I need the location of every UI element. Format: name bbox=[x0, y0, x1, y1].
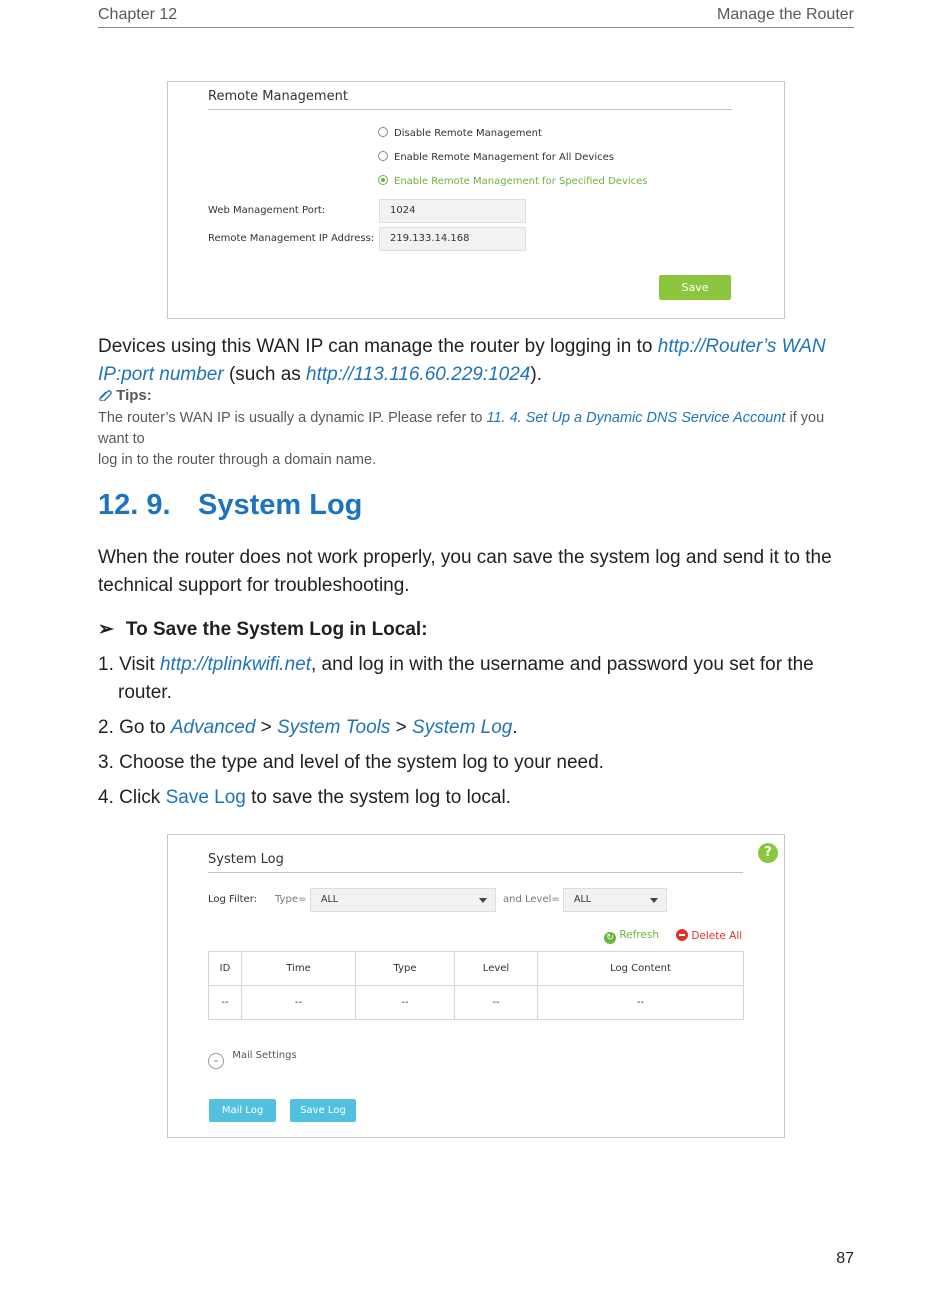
system-tools-link[interactable]: System Tools bbox=[277, 717, 391, 738]
cell-type: -- bbox=[356, 986, 455, 1020]
step-2 bbox=[98, 714, 518, 742]
table-header-row bbox=[209, 952, 744, 986]
wan-access-paragraph bbox=[98, 333, 858, 389]
chapter-label: Chapter 12 bbox=[98, 6, 178, 23]
text: 2. Go to bbox=[98, 717, 171, 738]
text: log in to the router through a domain name. bbox=[98, 452, 377, 468]
col-type-header: Type bbox=[356, 952, 455, 986]
cell-id: -- bbox=[209, 986, 242, 1020]
procedure-heading bbox=[98, 616, 428, 644]
type-label: Type= bbox=[275, 894, 307, 905]
cell-content: -- bbox=[538, 986, 744, 1020]
arrow-bullet-icon: ➢ bbox=[98, 619, 114, 640]
log-table bbox=[208, 951, 744, 1020]
chevron-down-icon: ⌄ bbox=[208, 1053, 224, 1069]
type-value: ALL bbox=[321, 894, 339, 905]
radio-label: Enable Remote Management for All Devices bbox=[394, 152, 614, 163]
paperclip-icon bbox=[98, 389, 112, 401]
text: router. bbox=[118, 682, 172, 703]
router-wan-link-cont[interactable]: IP:port number bbox=[98, 364, 224, 385]
advanced-link[interactable]: Advanced bbox=[170, 717, 256, 738]
save-log-button[interactable]: Save Log bbox=[290, 1099, 356, 1122]
delete-all-label: Delete All bbox=[691, 930, 743, 942]
text: (such as bbox=[223, 364, 307, 385]
col-id-header: ID bbox=[209, 952, 242, 986]
delete-icon bbox=[676, 929, 688, 941]
panel-divider bbox=[208, 872, 743, 873]
router-wan-link[interactable]: http://Router’s WAN bbox=[657, 336, 826, 357]
text: > bbox=[255, 717, 278, 738]
tips-heading bbox=[98, 387, 152, 404]
col-level-header: Level bbox=[455, 952, 538, 986]
section-number: 12. 9. bbox=[98, 489, 171, 521]
help-icon[interactable]: ? bbox=[758, 843, 778, 863]
table-row bbox=[209, 986, 744, 1020]
radio-enable-specified[interactable] bbox=[378, 176, 648, 187]
cell-level: -- bbox=[455, 986, 538, 1020]
section-title: System Log bbox=[198, 489, 363, 521]
text: if you want to bbox=[98, 410, 825, 447]
intro-paragraph bbox=[98, 544, 868, 600]
refresh-label: Refresh bbox=[619, 929, 659, 941]
mail-log-button[interactable]: Mail Log bbox=[209, 1099, 276, 1122]
dropdown-arrow-icon bbox=[650, 898, 658, 903]
radio-on-icon[interactable] bbox=[378, 175, 388, 185]
example-url-link[interactable]: http://113.116.60.229:1024 bbox=[306, 364, 531, 385]
text: , and log in with the username and password you set for the bbox=[311, 654, 814, 675]
tplinkwifi-link[interactable]: http://tplinkwifi.net bbox=[159, 654, 311, 675]
refresh-button[interactable] bbox=[604, 929, 659, 944]
system-log-link[interactable]: System Log bbox=[412, 717, 513, 738]
panel-divider bbox=[208, 109, 732, 110]
dropdown-arrow-icon bbox=[479, 898, 487, 903]
type-select[interactable] bbox=[310, 888, 496, 912]
panel-title: Remote Management bbox=[208, 89, 348, 104]
panel-title: System Log bbox=[208, 852, 284, 867]
page-number: 87 bbox=[836, 1250, 854, 1267]
save-button[interactable]: Save bbox=[659, 275, 731, 300]
mail-settings-label: Mail Settings bbox=[232, 1050, 297, 1061]
save-log-link[interactable]: Save Log bbox=[165, 787, 246, 808]
level-value: ALL bbox=[574, 894, 592, 905]
level-label: and Level= bbox=[503, 894, 560, 905]
text: 4. Click bbox=[98, 787, 166, 808]
port-label: Web Management Port: bbox=[208, 205, 326, 216]
level-select[interactable] bbox=[563, 888, 667, 912]
cell-time: -- bbox=[242, 986, 356, 1020]
text: The router’s WAN IP is usually a dynamic IP. Please refer to bbox=[98, 410, 487, 426]
radio-enable-all[interactable] bbox=[378, 152, 614, 163]
mail-settings-toggle[interactable] bbox=[208, 1050, 297, 1069]
header-divider bbox=[98, 27, 854, 28]
text: When the router does not work properly, you can save the system log and send it to the bbox=[98, 547, 832, 568]
log-filter-label: Log Filter: bbox=[208, 894, 257, 905]
step-3: 3. Choose the type and level of the system log to your need. bbox=[98, 752, 604, 773]
system-log-panel bbox=[167, 834, 785, 1138]
radio-off-icon[interactable] bbox=[378, 127, 388, 137]
port-input[interactable]: 1024 bbox=[379, 199, 526, 223]
radio-label: Disable Remote Management bbox=[394, 128, 542, 139]
text: technical support for troubleshooting. bbox=[98, 575, 410, 596]
refresh-icon: ↻ bbox=[604, 932, 616, 944]
tips-text bbox=[98, 408, 858, 471]
text: to save the system log to local. bbox=[245, 787, 511, 808]
text: ). bbox=[530, 364, 542, 385]
ip-label: Remote Management IP Address: bbox=[208, 233, 375, 244]
step-1 bbox=[98, 651, 868, 707]
radio-label: Enable Remote Management for Specified Devices bbox=[394, 176, 648, 187]
step-4 bbox=[98, 784, 511, 812]
section-header: Manage the Router bbox=[717, 6, 854, 23]
text: . bbox=[512, 717, 518, 738]
text: > bbox=[390, 717, 413, 738]
ip-input[interactable]: 219.133.14.168 bbox=[379, 227, 526, 251]
delete-all-button[interactable] bbox=[676, 929, 742, 942]
text: 1. Visit bbox=[98, 654, 160, 675]
procedure-title: To Save the System Log in Local: bbox=[125, 619, 428, 640]
text: Devices using this WAN IP can manage the router by logging in to bbox=[98, 336, 658, 357]
radio-off-icon[interactable] bbox=[378, 151, 388, 161]
tips-label: Tips: bbox=[116, 387, 152, 404]
col-time-header: Time bbox=[242, 952, 356, 986]
col-content-header: Log Content bbox=[538, 952, 744, 986]
ddns-link[interactable]: 11. 4. Set Up a Dynamic DNS Service Account bbox=[486, 410, 786, 426]
remote-management-panel bbox=[167, 81, 785, 319]
radio-disable[interactable] bbox=[378, 128, 542, 139]
